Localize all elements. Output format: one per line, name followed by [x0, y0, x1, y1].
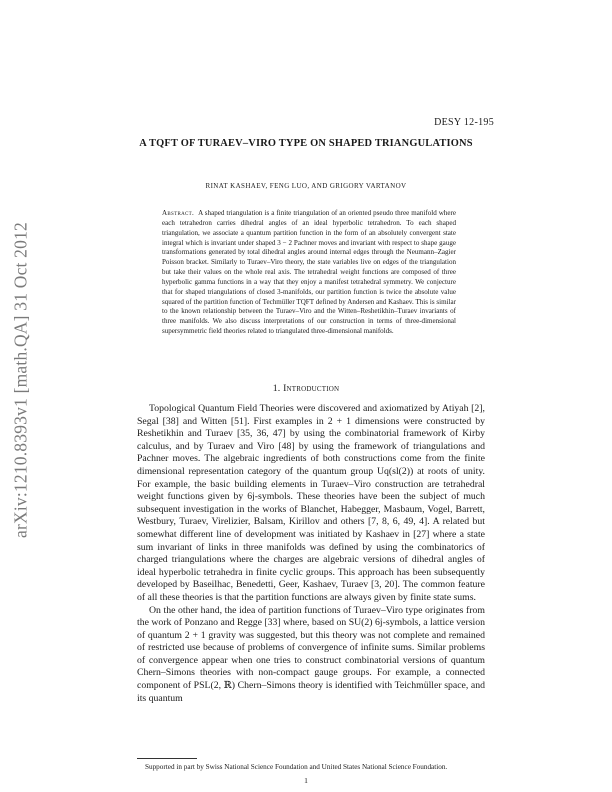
- abstract-text: A shaped triangulation is a finite triangulation of an oriented pseudo three manifold where each tetrahedron carries dihedral angles of an ideal hyperbolic tetrahedron. To each shaped triangulation, we associate a quantum partition function in the form of an absolutely convergent state integral which is invariant under shaped 3 − 2 Pachner moves and invariant with respect to shape gauge transformations generated by total dihedral angles around internal edges through the Neumann–Zagier Poisson bracket. Similarly to Turaev–Viro theory, the state variables live on edges of the triangulation but take their values on the whole real axis. The tetrahedral weight functions are composed of three hyperbolic gamma functions in a way that they enjoy a manifest tetrahedral symmetry. We conjecture that for shaped triangulations of closed 3-manifolds, our partition function is twice the absolute value squared of the partition function of Techmüller TQFT defined by Andersen and Kashaev. This is similar to the known relationship between the Turaev–Viro and the Witten–Reshetikhin–Turaev invariants of three manifolds. We also discuss interpretations of our construction in terms of three-dimensional supersymmetric field theories related to triangulated three-dimensional manifolds.: [162, 209, 456, 336]
- section-heading: [0, 383, 612, 394]
- section-title: Introduction: [283, 383, 340, 394]
- author-list: RINAT KASHAEV, FENG LUO, AND GRIGORY VARTANOV: [205, 182, 407, 190]
- footnote: Supported in part by Swiss National Science Foundation and United States National Science Foundation.: [145, 763, 448, 771]
- paragraph-2: On the other hand, the idea of partition functions of Turaev–Viro type originates from the work of Ponzano and Regge [33] where, based on SU(2) 6j-symbols, a lattice version of quantum 2 + 1 gravity was suggested, but this theory was not complete and remained of restricted use because of problems of convergence of infinite sums. Similar problems of convergence appear when one tries to construct combinatorial versions of quantum Chern–Simons theories with non-compact gauge groups. For example, a connected component of PSL(2, ℝ) Chern–Simons theory is identified with Teichmüller space, and its quantum: [137, 604, 485, 704]
- body-text: [137, 403, 485, 705]
- abstract-label: Abstract.: [162, 209, 195, 217]
- footnote-divider: [137, 758, 197, 759]
- arxiv-identifier-margin: [6, 170, 36, 590]
- paper-title: A TQFT OF TURAEV–VIRO TYPE ON SHAPED TRIANGULATIONS: [139, 138, 473, 149]
- page-number: 1: [304, 776, 308, 785]
- section-number: 1.: [272, 383, 281, 394]
- report-number: DESY 12-195: [434, 117, 494, 128]
- abstract: [162, 209, 456, 337]
- arxiv-identifier: arXiv:1210.8393v1 [math.QA] 31 Oct 2012: [10, 222, 31, 538]
- paragraph-1: Topological Quantum Field Theories were discovered and axiomatized by Atiyah [2], Segal [38] and Witten [51]. First examples in 2 + 1 dimensions were constructed by Reshetikhin and Turaev [35, 36, 47] by using the combinatorial framework of Kirby calculus, and by Turaev and Viro [48] by using the framework of triangulations and Pachner moves. The algebraic ingredients of both constructions come from the finite dimensional representation category of the quantum group Uq(sl(2)) at roots of unity. For example, the basic building elements in Turaev–Viro construction are tetrahedral weight functions given by 6j-symbols. These theories have been the subject of much subsequent investigation in the works of Blanchet, Habegger, Masbaum, Vogel, Barrett, Westbury, Turaev, Virelizier, Balsam, Kirillov and others [7, 8, 6, 49, 4]. A related but somewhat different line of development was initiated by Kashaev in [27] where a state sum invariant of links in three manifolds was defined by using the combinatorics of charged triangulations where the charges are algebraic versions of dihedral angles of ideal hyperbolic tetrahedra in finite cyclic groups. This approach has been subsequently developed by Baseilhac, Benedetti, Geer, Kashaev, Turaev [3, 20]. The common feature of all these theories is that the partition functions are always given by finite state sums.: [137, 403, 485, 603]
